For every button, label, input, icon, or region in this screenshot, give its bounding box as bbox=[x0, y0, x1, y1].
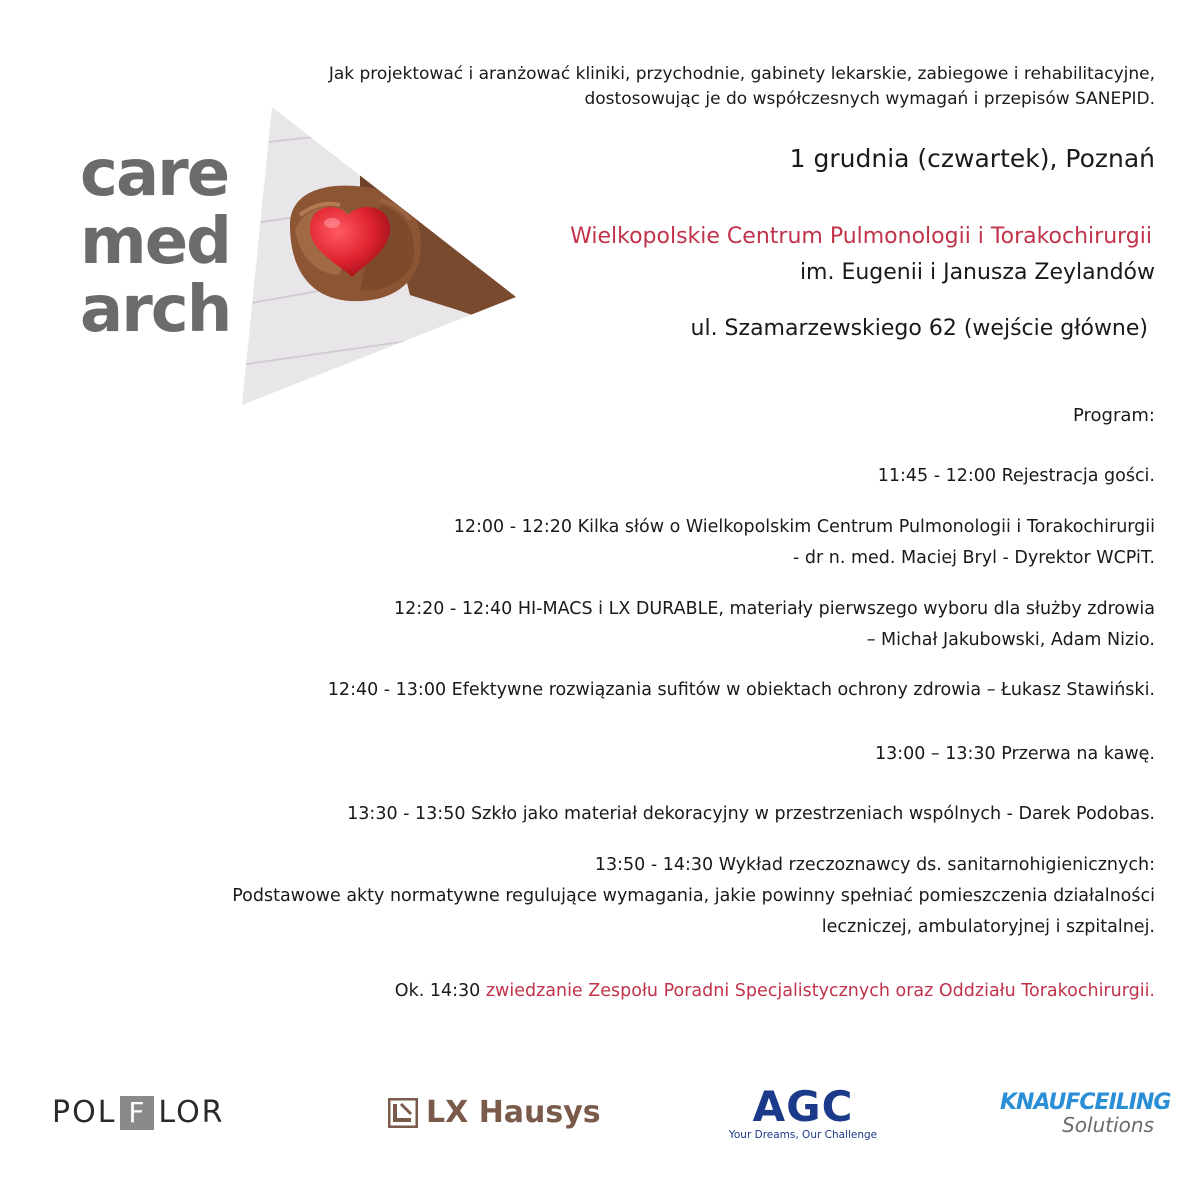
program-item bbox=[232, 850, 1155, 943]
program-item-text: 13:00 – 13:30 Przerwa na kawę. bbox=[874, 744, 1155, 764]
knauf-ceiling-text: KNAUFCEILING bbox=[1000, 1090, 1171, 1115]
logo-line-med: med bbox=[80, 205, 230, 279]
subtitle-line-2: dostosowując je do współczesnych wymagań i przepisów SANEPID. bbox=[584, 89, 1155, 109]
polflor-f-mark: F bbox=[120, 1096, 154, 1130]
agc-name: AGC bbox=[752, 1082, 854, 1131]
program-item bbox=[878, 461, 1155, 492]
program-item-speaker: – Michał Jakubowski, Adam Nizio. bbox=[866, 630, 1155, 650]
program-item-tour bbox=[395, 976, 1155, 1007]
hands-heart-image bbox=[240, 105, 520, 405]
venue-address: ul. Szamarzewskiego 62 (wejście główne) bbox=[690, 316, 1148, 341]
program-item-text: 13:50 - 14:30 Wykład rzeczoznawcy ds. sanitarnohigienicznych: bbox=[594, 855, 1155, 875]
program-item-text: 11:45 - 12:00 Rejestracja gości. bbox=[877, 466, 1155, 486]
logo-line-arch: arch bbox=[80, 273, 231, 347]
program-heading: Program: bbox=[1072, 405, 1155, 426]
knauf-solutions-text: Solutions bbox=[1062, 1113, 1154, 1137]
program-item-text: 13:30 - 13:50 Szkło jako materiał dekoracyjny w przestrzeniach wspólnych - Darek Podobas. bbox=[347, 804, 1155, 824]
polflor-text-right: LOR bbox=[158, 1095, 225, 1130]
program-item-text: 12:40 - 13:00 Efektywne rozwiązania sufitów w obiektach ochrony zdrowia – Łukasz Stawiński. bbox=[327, 680, 1155, 700]
polflor-text-left: POL bbox=[52, 1095, 117, 1130]
program-item-text: 12:00 - 12:20 Kilka słów o Wielkopolskim Centrum Pulmonologii i Torakochirurgii bbox=[453, 517, 1155, 537]
venue-subtitle: im. Eugenii i Janusza Zeylandów bbox=[799, 260, 1155, 285]
program-item-description: Podstawowe akty normatywne regulujące wymagania, jakie powinny spełniać pomieszczenia działalności bbox=[232, 886, 1155, 906]
caremedarch-logo bbox=[80, 137, 231, 347]
lx-mark-icon bbox=[388, 1098, 418, 1128]
tour-time: Ok. 14:30 bbox=[394, 981, 486, 1001]
program-item bbox=[454, 512, 1155, 574]
program-item-text: 12:20 - 12:40 HI-MACS i LX DURABLE, materiały pierwszego wyboru dla służby zdrowia bbox=[394, 599, 1155, 619]
program-item-speaker: - dr n. med. Maciej Bryl - Dyrektor WCPiT. bbox=[793, 548, 1155, 568]
venue-name: Wielkopolskie Centrum Pulmonologii i Torakochirurgii bbox=[570, 224, 1152, 249]
agc-tagline: Your Dreams, Our Challenge bbox=[728, 1129, 878, 1141]
polflor-logo bbox=[52, 1095, 225, 1130]
event-date: 1 grudnia (czwartek), Poznań bbox=[789, 144, 1155, 173]
lx-hausys-text: LX Hausys bbox=[426, 1095, 601, 1130]
program-item-description-cont: leczniczej, ambulatoryjnej i szpitalnej. bbox=[821, 917, 1155, 937]
program-item bbox=[875, 739, 1155, 770]
program-item bbox=[394, 594, 1155, 656]
lx-hausys-logo bbox=[388, 1095, 601, 1130]
logo-line-care: care bbox=[80, 137, 229, 211]
agc-logo bbox=[728, 1082, 878, 1141]
program-item bbox=[347, 799, 1155, 830]
knauf-ceiling-logo bbox=[1000, 1090, 1171, 1137]
tour-description: zwiedzanie Zespołu Poradni Specjalistycznych oraz Oddziału Torakochirurgii. bbox=[485, 981, 1155, 1001]
subtitle-line-1: Jak projektować i aranżować kliniki, przychodnie, gabinety lekarskie, zabiegowe i rehabilitacyjne, bbox=[328, 64, 1155, 84]
program-item bbox=[328, 675, 1155, 706]
